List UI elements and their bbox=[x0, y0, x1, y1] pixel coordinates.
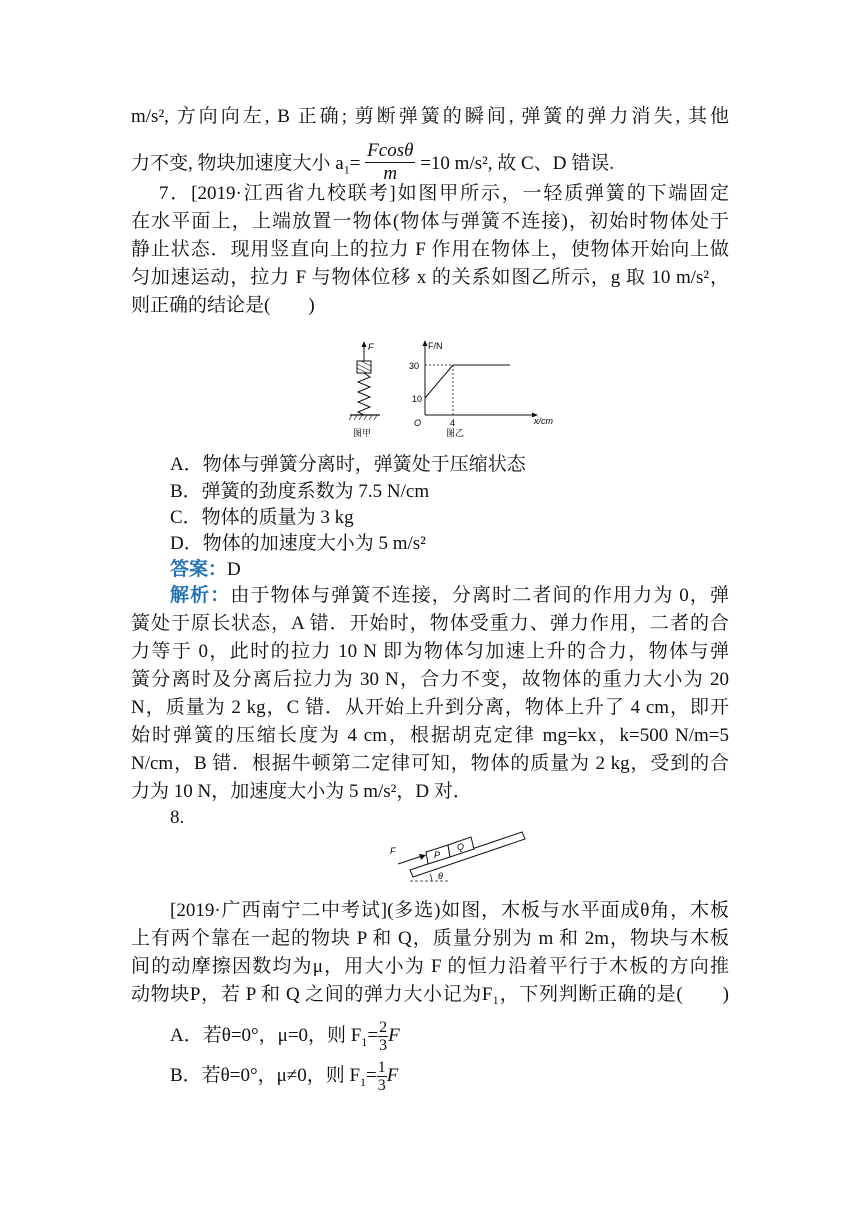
cont-text-b: =10 m/s², 故 C、D 错误. bbox=[420, 152, 614, 174]
q8-option-a-num: 2 bbox=[379, 1019, 388, 1037]
q8-option-a-sub: 1 bbox=[361, 1034, 368, 1049]
q8-option-a-post: F bbox=[388, 1025, 400, 1046]
q7-analysis-line-2: 簧处于原长状态，A 错．开始时，物体受重力、弹力作用，二者的合 bbox=[131, 613, 729, 634]
block-p-label: P bbox=[434, 850, 441, 860]
q7-analysis-line-6: 始时弹簧的压缩长度为 4 cm，根据胡克定律 mg=kx，k=500 N/m=5 bbox=[131, 725, 729, 746]
analysis-label: 解析： bbox=[170, 585, 231, 606]
fraction-numerator: Fcosθ bbox=[367, 140, 414, 161]
answer-value: D bbox=[227, 559, 241, 580]
q7-stem-line-2: 在水平面上，上端放置一物体(物体与弹簧不连接)，初始时物体处于 bbox=[131, 211, 729, 232]
q8-stem-line-1: [2019·广西南宁二中考试](多选)如图，木板与水平面成θ角，木板 bbox=[170, 900, 729, 921]
q8-option-b-pre: B．若θ=0°，μ≠0，则 F bbox=[170, 1065, 361, 1086]
spring bbox=[358, 373, 370, 415]
q7-option-b: B．弹簧的劲度系数为 7.5 N/cm bbox=[170, 481, 430, 502]
continuation-line-1: m/s², 方向向左, B 正确; 剪断弹簧的瞬间, 弹簧的弹力消失, 其他 bbox=[131, 106, 729, 127]
q8-option-a-pre: A．若θ=0°，μ=0，则 F bbox=[170, 1025, 362, 1046]
acceleration-fraction bbox=[365, 140, 415, 185]
x-axis-label: x/cm bbox=[534, 416, 553, 426]
q7-figure bbox=[330, 335, 560, 445]
q8-option-b-num: 1 bbox=[377, 1059, 386, 1077]
tick-10: 10 bbox=[412, 394, 423, 404]
q7-stem-line-5: 则正确的结论是( ) bbox=[131, 295, 315, 316]
figure-yi-caption: 图乙 bbox=[446, 428, 465, 438]
tick-4: 4 bbox=[450, 418, 456, 428]
q7-stem-line-4: 匀加速运动，拉力 F 与物体位移 x 的关系如图乙所示，g 取 10 m/s²， bbox=[131, 267, 729, 288]
block-q-label: Q bbox=[457, 842, 465, 852]
q8-option-b-post: F bbox=[386, 1065, 399, 1086]
q7-analysis-line-4: 簧分离时及分离后拉力为 30 N，合力不变，故物体的重力大小为 20 bbox=[131, 669, 729, 690]
q8-option-a-den: 3 bbox=[379, 1037, 388, 1055]
q8-option-a-fraction bbox=[378, 1019, 388, 1054]
q7-stem-line-3: 静止状态．现用竖直向上的拉力 F 作用在物体上，使物体开始向上做 bbox=[131, 239, 729, 260]
q7-stem-line-1: 7．[2019·江西省九校联考]如图甲所示，一轻质弹簧的下端固定 bbox=[159, 183, 729, 204]
q7-analysis-line-5: N，质量为 2 kg，C 错．从开始上升到分离，物体上升了 4 cm，即开 bbox=[131, 697, 729, 718]
f-x-graph bbox=[409, 340, 554, 438]
q7-option-d: D．物体的加速度大小为 5 m/s² bbox=[170, 533, 426, 554]
fraction-denominator: m bbox=[383, 163, 398, 184]
cont-sub: 1 bbox=[343, 162, 350, 177]
origin-label: O bbox=[414, 418, 422, 428]
q8-option-b-eq: = bbox=[366, 1065, 377, 1086]
q8-option-b-den: 3 bbox=[377, 1077, 386, 1095]
q7-analysis-line-1 bbox=[170, 583, 729, 609]
q8-option-b-fraction bbox=[377, 1059, 387, 1094]
answer-label: 答案： bbox=[170, 559, 228, 580]
q7-answer bbox=[170, 557, 241, 583]
analysis-first-text: 由于物体与弹簧不连接，分离时二者间的作用力为 0，弹 bbox=[230, 585, 729, 606]
cont-text-a: 力不变, 物块加速度大小 a bbox=[131, 152, 344, 174]
spring-block-diagram bbox=[349, 341, 380, 438]
force-label: F bbox=[390, 846, 396, 856]
q8-stem-line-2: 上有两个靠在一起的物块 P 和 Q，质量分别为 m 和 2m，物块与木板 bbox=[131, 928, 729, 949]
y-axis-label: F/N bbox=[428, 341, 443, 351]
q7-analysis-line-3: 力等于 0，此时的拉力 10 N 即为物体匀加速上升的合力，物体与弹 bbox=[131, 641, 729, 662]
q8-number: 8. bbox=[170, 807, 185, 828]
q8-option-b-sub: 1 bbox=[360, 1074, 367, 1089]
q8-option-a bbox=[170, 1016, 400, 1056]
force-arrow bbox=[398, 856, 422, 864]
q7-option-a: A．物体与弹簧分离时，弹簧处于压缩状态 bbox=[170, 454, 526, 475]
q8-incline-figure bbox=[380, 820, 540, 890]
q8-option-a-eq: = bbox=[367, 1025, 379, 1046]
tick-30: 30 bbox=[409, 361, 420, 371]
q8-stem-line-3: 间的动摩擦因数均为μ，用大小为 F 的恒力沿着平行于木板的方向推 bbox=[131, 956, 729, 977]
theta-label: θ bbox=[438, 871, 443, 881]
cont-eq: = bbox=[349, 152, 361, 174]
figure-jia-caption: 图甲 bbox=[353, 428, 372, 438]
q7-analysis-line-7: N/cm，B 错．根据牛顿第二定律可知，物体的质量为 2 kg，受到的合 bbox=[131, 753, 729, 774]
q7-analysis-line-8: 力为 10 N，加速度大小为 5 m/s²，D 对． bbox=[131, 781, 472, 802]
force-ramp-line bbox=[425, 365, 453, 398]
q8-stem-line-4: 动物块P，若 P 和 Q 之间的弹力大小记为F₁，下列判断正确的是( ) bbox=[131, 984, 729, 1005]
q8-option-b bbox=[170, 1056, 398, 1096]
force-f-label: F bbox=[368, 342, 374, 352]
q7-option-c: C．物体的质量为 3 kg bbox=[170, 507, 354, 528]
